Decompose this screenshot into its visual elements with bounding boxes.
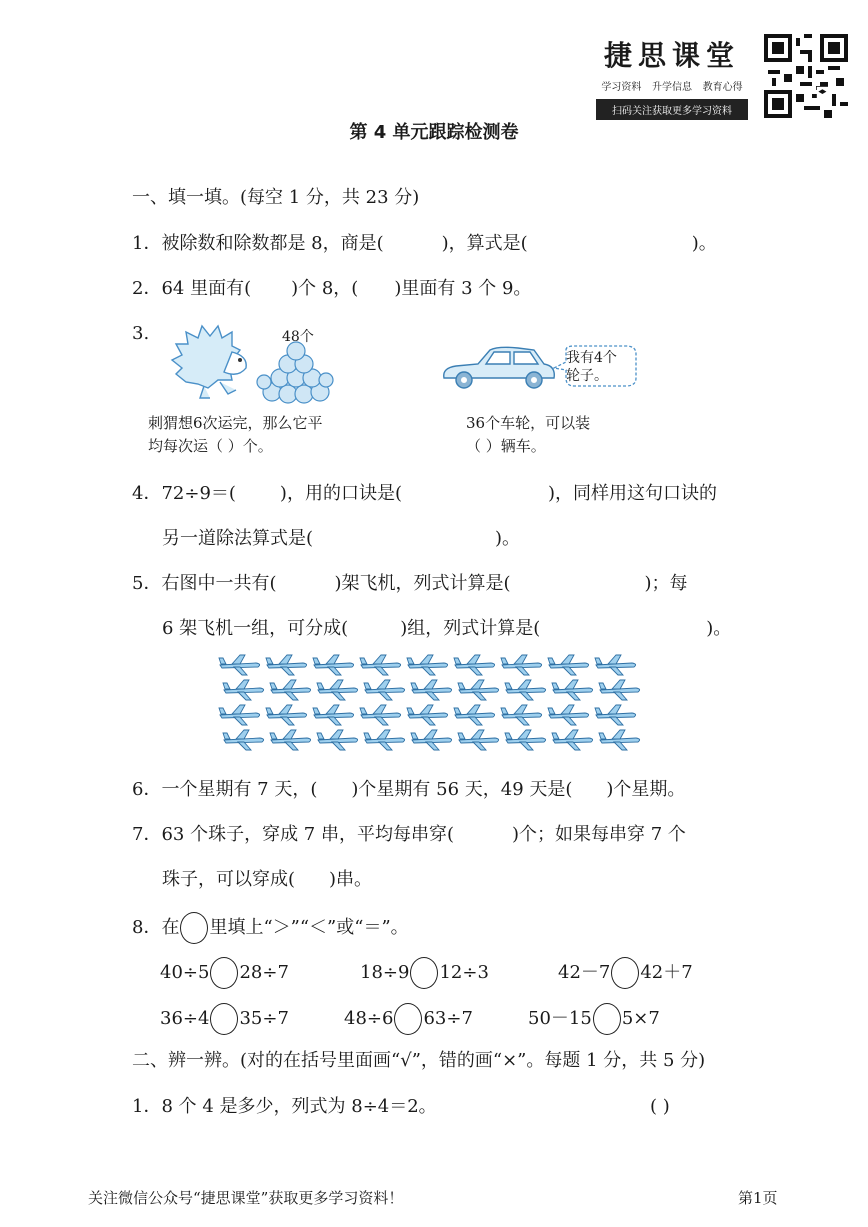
compare-circle[interactable]	[210, 957, 238, 989]
compare-circle[interactable]	[394, 1003, 422, 1035]
question-text: 63 个珠子，穿成 7 串，平均每串穿(	[161, 824, 454, 845]
airplane-icon	[505, 680, 546, 700]
airplane-icon	[360, 705, 401, 725]
question-1	[132, 232, 717, 256]
car-caption-1: 36个车轮，可以装	[466, 414, 591, 432]
section-heading: 一、填一填。(每空 1 分，共 23 分)	[132, 187, 420, 208]
question-text: 被除数和除数都是 8，商是(	[161, 233, 384, 254]
car-illustration	[438, 342, 568, 398]
compare-right: 5×7	[621, 1008, 660, 1029]
compare-circle[interactable]	[410, 957, 438, 989]
question-text: )；每	[644, 573, 688, 594]
question-number: 6．	[132, 779, 162, 800]
airplane-icon	[548, 655, 589, 675]
compare-circle[interactable]	[593, 1003, 621, 1035]
question-text: 一个星期有 7 天，(	[161, 779, 318, 800]
compare-item	[360, 957, 489, 989]
question-8	[132, 912, 409, 944]
brand-tag: 学习资料	[601, 82, 642, 93]
compare-item	[160, 1003, 289, 1035]
question-text: 另一道除法算式是(	[162, 528, 314, 549]
question-text: )，同样用这句口诀的	[547, 483, 717, 504]
answer-paren[interactable]: ( )	[650, 1096, 670, 1117]
compare-left: 48÷6	[344, 1008, 394, 1029]
airplane-icon	[223, 680, 264, 700]
compare-item	[160, 957, 289, 989]
compare-circle	[180, 912, 208, 944]
airplane-icon	[411, 730, 452, 750]
question-number: 4．	[132, 483, 162, 504]
airplane-icon	[219, 655, 260, 675]
compare-item	[344, 1003, 473, 1035]
compare-right: 63÷7	[423, 1008, 473, 1029]
question-text: )个 8，(	[291, 278, 359, 299]
brand-name: 捷思课堂	[603, 39, 740, 72]
airplane-icon	[548, 705, 589, 725]
airplanes-illustration	[218, 652, 650, 756]
airplane-icon	[599, 730, 640, 750]
airplane-icon	[501, 655, 542, 675]
compare-left: 36÷4	[160, 1008, 210, 1029]
airplane-icon	[458, 680, 499, 700]
question-text: 6 架飞机一组，可分成(	[162, 618, 349, 639]
airplane-icon	[407, 655, 448, 675]
airplane-icon	[599, 680, 640, 700]
question-number: 8．	[132, 917, 162, 938]
question-text: )架飞机，列式计算是(	[334, 573, 511, 594]
hedgehog-illustration	[168, 322, 368, 414]
question-text: 72÷9＝(	[161, 483, 236, 504]
compare-left: 50－15	[528, 1008, 592, 1029]
question-text: )。	[691, 233, 717, 254]
question-5	[132, 572, 688, 596]
compare-right: 42＋7	[640, 962, 693, 983]
question-4-cont	[162, 527, 520, 551]
car-caption-2: （ ）辆车。	[466, 437, 546, 455]
compare-right: 35÷7	[239, 1008, 289, 1029]
question-number: 5．	[132, 573, 162, 594]
airplane-icon	[223, 730, 264, 750]
brand-block	[596, 34, 748, 120]
brand-tag: 升学信息	[651, 82, 692, 93]
airplane-icon	[219, 705, 260, 725]
airplane-icon	[458, 730, 499, 750]
airplane-icon	[317, 680, 358, 700]
question-5-cont	[162, 617, 731, 641]
brand-tags	[596, 78, 748, 93]
question-7	[132, 823, 686, 847]
airplane-icon	[552, 680, 593, 700]
question-number: 1．	[132, 1096, 162, 1117]
question-text: 在	[161, 917, 180, 938]
question-text: )个星期有 56 天，49 天是(	[351, 779, 573, 800]
airplane-icon	[364, 680, 405, 700]
airplane-icon	[454, 705, 495, 725]
question-text: )。	[495, 528, 521, 549]
question-text: )个；如果每串穿 7 个	[512, 824, 686, 845]
airplane-icon	[411, 680, 452, 700]
question-text: 64 里面有(	[161, 278, 252, 299]
airplane-icon	[595, 655, 636, 675]
question-text: )，算式是(	[441, 233, 528, 254]
question-6	[132, 778, 685, 802]
compare-item	[558, 957, 693, 989]
question-2	[132, 277, 531, 301]
question-text: )组，列式计算是(	[400, 618, 541, 639]
bubble-text-2: 轮子。	[566, 368, 608, 384]
airplane-icon	[454, 655, 495, 675]
compare-right: 28÷7	[239, 962, 289, 983]
qr-code-icon[interactable]	[764, 34, 848, 118]
airplane-icon	[313, 655, 354, 675]
question-text: 8 个 4 是多少，列式为 8÷4＝2。	[161, 1096, 437, 1117]
bubble-text-1: 我有4个	[566, 350, 617, 366]
airplane-icon	[317, 730, 358, 750]
compare-circle[interactable]	[210, 1003, 238, 1035]
airplane-icon	[595, 705, 636, 725]
airplane-icon	[270, 680, 311, 700]
question-text: )里面有 3 个 9。	[394, 278, 532, 299]
airplane-icon	[360, 655, 401, 675]
judge-question-1	[132, 1095, 437, 1119]
brand-banner: 扫码关注获取更多学习资料	[596, 99, 748, 120]
compare-item	[528, 1003, 660, 1035]
airplane-icon	[505, 730, 546, 750]
page-title: 第 4 单元跟踪检测卷	[349, 122, 519, 143]
question-number: 7．	[132, 824, 162, 845]
question-7-cont	[162, 868, 372, 892]
question-text: 右图中一共有(	[161, 573, 277, 594]
airplane-icon	[313, 705, 354, 725]
question-4	[132, 482, 717, 506]
hedgehog-caption-1: 刺猬想6次运完，那么它平	[148, 414, 323, 432]
compare-left: 40÷5	[160, 962, 210, 983]
brand-tag: 教育心得	[702, 82, 743, 93]
section-heading: 二、辨一辨。(对的在括号里面画“√”，错的画“×”。每题 1 分，共 5 分)	[132, 1050, 706, 1071]
airplane-icon	[501, 705, 542, 725]
compare-left: 42－7	[558, 962, 611, 983]
airplane-icon	[407, 705, 448, 725]
question-text: 珠子，可以穿成(	[162, 869, 296, 890]
compare-left: 18÷9	[360, 962, 410, 983]
airplane-icon	[364, 730, 405, 750]
question-text: )。	[706, 618, 732, 639]
question-text: )，用的口诀是(	[279, 483, 402, 504]
question-number: 2．	[132, 278, 162, 299]
airplane-icon	[552, 730, 593, 750]
question-text: )串。	[329, 869, 373, 890]
compare-right: 12÷3	[439, 962, 489, 983]
airplane-icon	[270, 730, 311, 750]
page-number: 第1页	[738, 1189, 778, 1207]
airplane-icon	[266, 655, 307, 675]
question-text: 里填上“＞”“＜”或“＝”。	[209, 917, 409, 938]
hedgehog-caption-2: 均每次运（ ）个。	[148, 437, 273, 455]
question-text: )个星期。	[606, 779, 686, 800]
compare-circle[interactable]	[611, 957, 639, 989]
airplane-icon	[266, 705, 307, 725]
question-number: 1．	[132, 233, 162, 254]
question-number: 3.	[132, 323, 150, 344]
footer-note: 关注微信公众号“捷思课堂”获取更多学习资料！	[88, 1189, 404, 1207]
count-label: 48个	[282, 329, 314, 345]
